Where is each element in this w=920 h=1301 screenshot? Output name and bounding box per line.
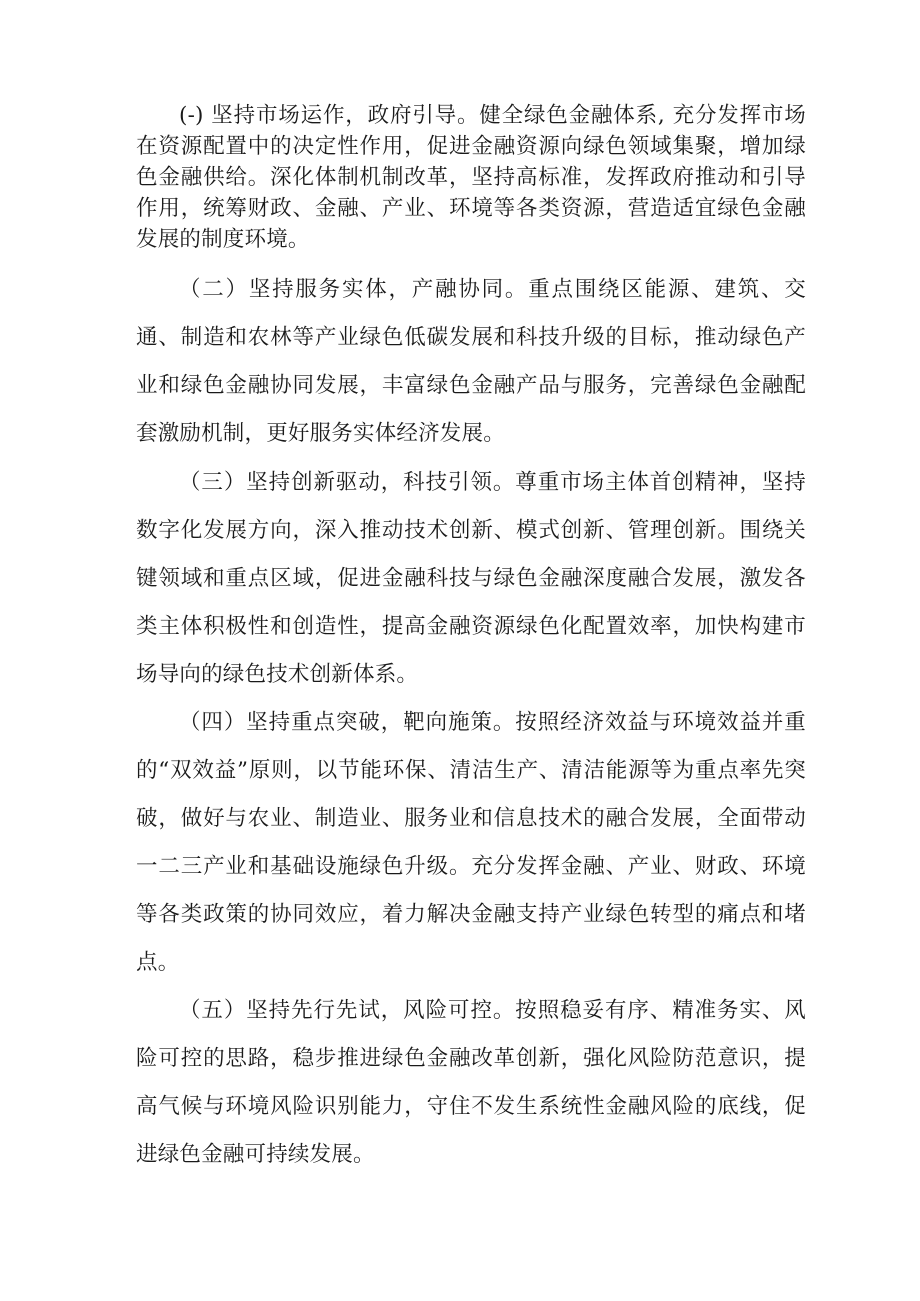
paragraph-text: （二）坚持服务实体，产融协同。重点围绕区能源、建筑、交通、制造和农林等产业绿色低碳发展和科技升级的目标，推动绿色产业和绿色金融协同发展，丰富绿色金融产品与服务，完善绿色金融配套激励机制，更好服务实体经济发展。 — [136, 277, 806, 446]
paragraph-text: （三）坚持创新驱动，科技引领。尊重市场主体首创精神，坚持数字化发展方向，深入推动技术创新、模式创新、管理创新。围绕关键领域和重点区域，促进金融科技与绿色金融深度融合发展，激发各类主体积极性和创造性，提高金融资源绿色化配置效率，加快构建市场导向的绿色技术创新体系。 — [136, 470, 806, 687]
paragraph-principle-3 — [136, 459, 806, 699]
paragraph-principle-5 — [136, 987, 806, 1179]
paragraph-principle-1 — [136, 100, 806, 255]
paragraph-principle-4 — [136, 699, 806, 987]
paragraph-text: （四）坚持重点突破，靶向施策。按照经济效益与环境效益并重的“双效益”原则，以节能环保、清洁生产、清洁能源等为重点率先突破，做好与农业、制造业、服务业和信息技术的融合发展，全面带动一二三产业和基础设施绿色升级。充分发挥金融、产业、财政、环境等各类政策的协同效应，着力解决金融支持产业绿色转型的痛点和堵点。 — [136, 710, 806, 975]
paragraph-text: (-) 坚持市场运作，政府引导。健全绿色金融体系, 充分发挥市场在资源配置中的决定性作用，促进金融资源向绿色领域集聚，增加绿色金融供给。深化体制机制改革，坚持高标准，发挥政府推动和引导作用，统筹财政、金融、产业、环境等各类资源，营造适宜绿色金融发展的制度环境。 — [136, 103, 806, 252]
paragraph-principle-2 — [136, 266, 806, 458]
paragraph-text: （五）坚持先行先试，风险可控。按照稳妥有序、精准务实、风险可控的思路，稳步推进绿色金融改革创新，强化风险防范意识，提高气候与环境风险识别能力，守住不发生系统性金融风险的底线，促进绿色金融可持续发展。 — [136, 998, 806, 1167]
